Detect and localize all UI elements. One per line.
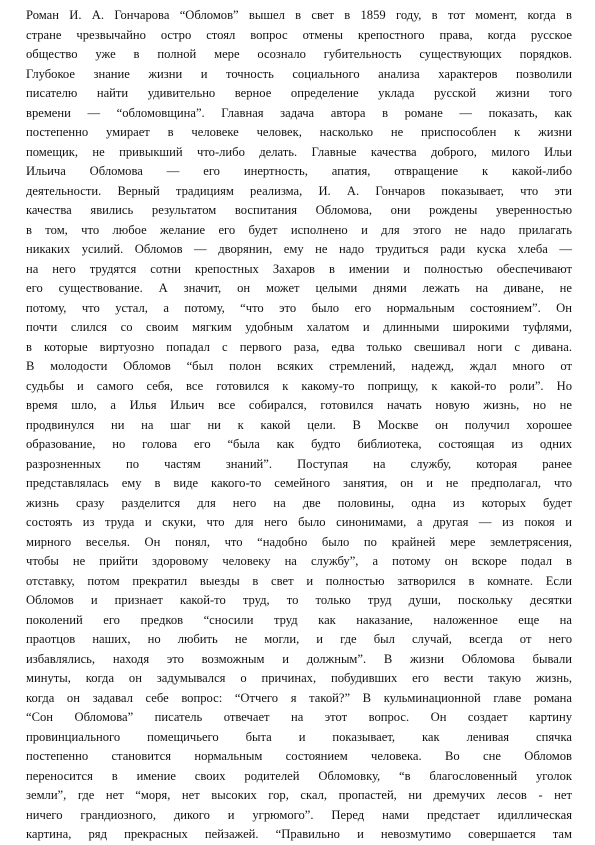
text-line: постепенно умирает в человеке человек, насколько не приспособлен к жизни <box>26 125 572 139</box>
text-line: Роман И. А. Гончарова “Обломов” вышел в свет в 1859 году, в тот момент, когда в <box>26 8 572 22</box>
text-line: качества явились результатом воспитания Обломова, они рождены уверенностью <box>26 203 572 217</box>
text-line: Глубокое знание жизни и точность социального анализа характеров позволили <box>26 66 572 81</box>
text-line: мирного веселья. Он понял, что “надобно было по крайней мере землетрясения, <box>26 534 572 549</box>
text-line: образование, но голова его “была как будто библиотека, состоящая из одних <box>26 437 572 451</box>
text-line: жизнь сразу разделится для него на две половины, одна из которых будет <box>26 495 572 510</box>
text-line: потому, что устал, а потому, “что это было его нормальным состоянием”. Он <box>26 300 572 315</box>
text-line: писателю найти удивительно верное определение уклада русской жизни того <box>26 86 572 100</box>
text-line: картина, ряд прекрасных пейзажей. “Правильно и невозмутимо совершается там <box>26 827 572 841</box>
text-line: судьбы и самого себя, все готовился к какому-то поприщу, к какой-то роли”. Но <box>26 378 572 393</box>
text-line: Ильича Обломова — его инертность, апатия, отвращение к какой-либо <box>26 164 572 178</box>
text-line: когда он задавал себе вопрос: “Отчего я такой?” В кульминационной главе романа <box>26 690 572 705</box>
text-line: “Сон Обломова” писатель отвечает на этот вопрос. Он создает картину <box>26 710 572 724</box>
text-line: состоять из труда и скуки, что для него было синонимами, а другая — из покоя и <box>26 515 572 529</box>
text-line: земли”, где нет “моря, нет высоких гор, скал, пропастей, ни дремучих лесов - нет <box>26 788 572 802</box>
text-line: деятельности. Верный традициям реализма, И. А. Гончаров показывает, что эти <box>26 183 572 198</box>
text-line: В молодости Обломов “был полон всяких стремлений, надежд, ждал много от <box>26 359 572 373</box>
text-line: стране чрезвычайно остро стоял вопрос отмены крепостного права, когда русское <box>26 27 572 42</box>
text-line: его существование. А значит, он может целыми днями лежать на диване, не <box>26 281 572 295</box>
text-line: почти слился со своим мягким удобным халатом и длинными широкими туфлями, <box>26 320 572 334</box>
text-line: Обломов и признает какой-то труд, то только труд души, поскольку десятки <box>26 593 572 607</box>
text-line: ничего грандиозного, дикого и угрюмого”. Перед нами предстает идиллическая <box>26 807 572 822</box>
text-line: постепенно становится нормальным состоянием человека. Во сне Обломов <box>26 749 572 763</box>
text-line: разрозненных по частям знаний”. Поступая на службу, которая ранее <box>26 456 572 471</box>
text-line: никаких усилий. Обломов — дворянин, ему не надо трудиться ради куска хлеба — <box>26 242 572 256</box>
text-line: в том, что любое желание его будет исполнено и для этого не надо прилагать <box>26 222 572 237</box>
text-line: общество уже в полной мере осознало губительность существующих порядков. <box>26 47 572 61</box>
text-line: поколений его предков “сносили труд как наказание, наложенное еще на <box>26 612 572 627</box>
text-line: праотцов наших, но любить не могли, и где был случай, всегда от него <box>26 632 572 646</box>
essay-text <box>26 6 572 845</box>
text-line: время шло, а Илья Ильич все собирался, готовился начать новую жизнь, но не <box>26 398 572 412</box>
text-line: провинциального помещичьего быта и показывает, как ленивая спячка <box>26 729 572 744</box>
text-line: продвинулся ни на шаг ни к какой цели. В Москве он получил хорошее <box>26 417 572 432</box>
text-line: помещик, не привыкший что-либо делать. Главные качества доброго, милого Ильи <box>26 144 572 159</box>
text-line: избавлялись, находя это возможным и должным”. В жизни Обломова бывали <box>26 651 572 666</box>
text-line: отставку, потом прекратил выезды в свет и полностью затворился в комнате. Если <box>26 573 572 588</box>
text-line: чтобы не прийти здоровому человеку на службу”, а потому он вскоре подал в <box>26 554 572 568</box>
text-line: представлялась ему в виде какого-то семейного занятия, он и не предполагал, что <box>26 476 572 490</box>
text-line: минуты, когда он задумывался о причинах, побудивших его вести такую жизнь, <box>26 671 572 685</box>
text-line: на него трудятся сотни крепостных Захаров в имении и полностью обеспечивают <box>26 261 572 276</box>
text-line: переносится в имение своих родителей Обломовку, “в благословенный уголок <box>26 768 572 783</box>
text-line: в которые виртуозно попадал с первого раза, едва только свешивал ноги с дивана. <box>26 339 572 354</box>
text-line: времени — “обломовщина”. Главная задача автора в романе — показать, как <box>26 105 572 120</box>
